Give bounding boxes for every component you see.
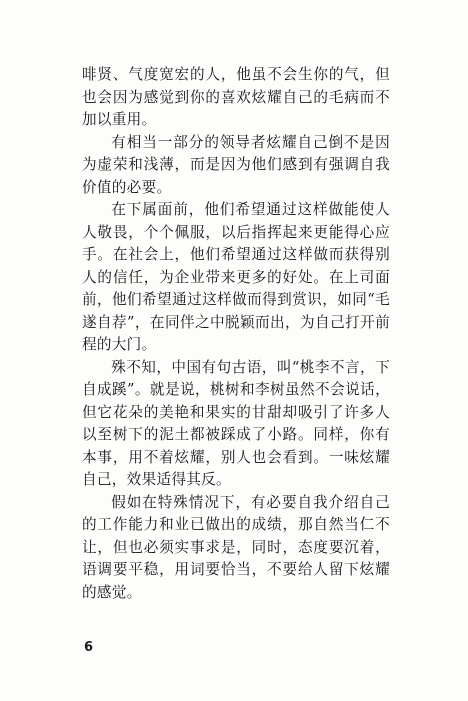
body-text xyxy=(82,64,390,604)
paragraph-2: 有相当一部分的领导者炫耀自己倒不是因为虚荣和浅薄，而是因为他们感到有强调自我价值的必要。 xyxy=(82,133,390,196)
paragraph-3: 在下属面前，他们希望通过这样做能使人人敬畏，个个佩服，以后指挥起来更能得心应手。在社会上，他们希望通过这样做而获得别人的信任，为企业带来更多的好处。在上司面前，他们希望通过这样做而得到赏识，如同“毛遂自荐”，在同伴之中脱颖而出，为自己打开前程的大门。 xyxy=(82,201,390,353)
paragraph-5: 假如在特殊情况下，有必要自我介绍自己的工作能力和业已做出的成绩，那自然当仁不让，但也必须实事求是，同时，态度要沉着，语调要平稳，用词要恰当，不要给人留下炫耀的感觉。 xyxy=(82,493,390,601)
paragraph-1: 啡贤、气度宽宏的人，他虽不会生你的气，但也会因为感觉到你的喜欢炫耀自己的毛病而不加以重用。 xyxy=(82,66,390,128)
paragraph-4: 殊不知，中国有句古语，叫“桃李不言，下自成蹊”。就是说，桃树和李树虽然不会说话，但它花朵的美艳和果实的甘甜却吸引了许多人以至树下的泥土都被踩成了小路。同样，你有本事，用不着炫耀，别人也会看到。一味炫耀自己，效果适得其反。 xyxy=(82,358,390,488)
page-number: 6 xyxy=(84,640,94,655)
